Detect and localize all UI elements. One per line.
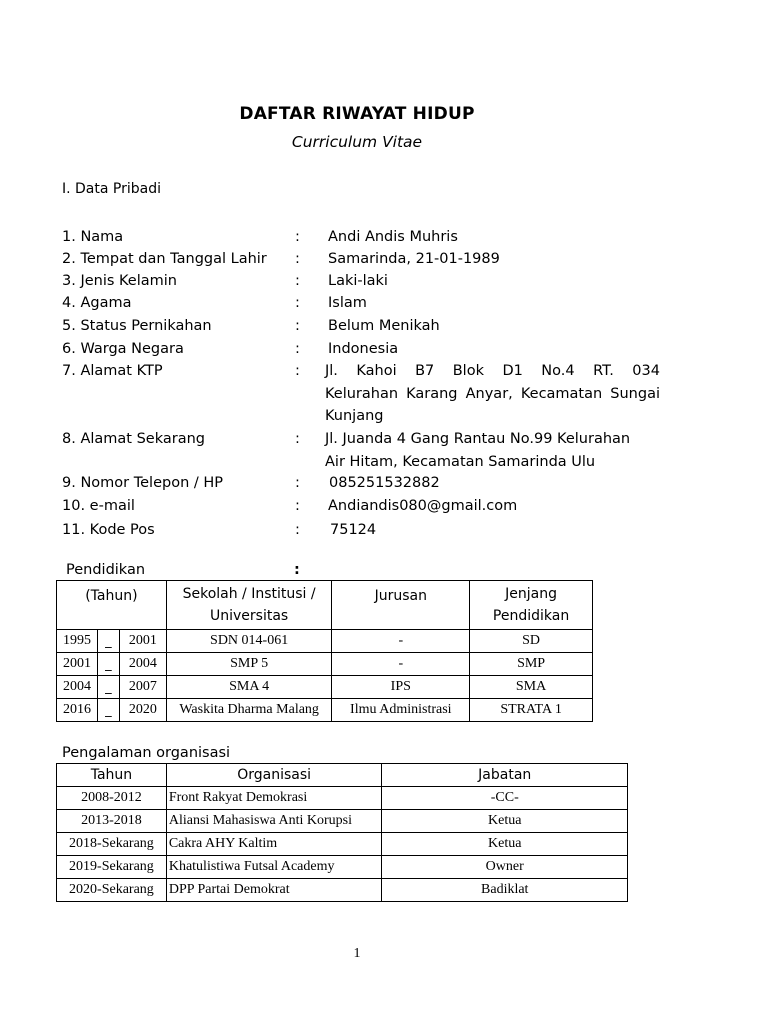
edu-year-separator: _	[97, 630, 119, 653]
org-year: 2013-2018	[57, 810, 167, 833]
current-address-line-1: Jl. Juanda 4 Gang Rantau No.99 Kelurahan	[325, 431, 631, 447]
edu-school: SMP 5	[166, 653, 332, 676]
field-value-email: Andiandis080@gmail.com	[328, 498, 518, 514]
org-name: Cakra AHY Kaltim	[166, 833, 382, 856]
field-colon: :	[295, 522, 300, 538]
ktp-address-line-2: Kelurahan Karang Anyar, Kecamatan Sungai	[325, 385, 660, 402]
edu-major: -	[332, 653, 470, 676]
field-label-email: 10. e-mail	[62, 498, 135, 514]
organization-header-year: Tahun	[57, 764, 167, 787]
organization-header-org: Organisasi	[166, 764, 382, 787]
field-label-birth: 2. Tempat dan Tanggal Lahir	[62, 251, 267, 267]
org-name: Aliansi Mahasiswa Anti Korupsi	[166, 810, 382, 833]
edu-year-from: 1995	[57, 630, 98, 653]
education-header-school	[166, 581, 332, 630]
personal-data-heading: I. Data Pribadi	[62, 181, 161, 197]
field-colon: :	[295, 341, 300, 357]
table-row	[57, 676, 593, 699]
field-colon: :	[295, 295, 300, 311]
field-value-ktp-address	[325, 360, 660, 428]
org-position: -CC-	[382, 787, 628, 810]
page-number: 1	[353, 946, 361, 961]
table-row	[57, 630, 593, 653]
edu-year-separator: _	[97, 699, 119, 722]
education-header-level	[470, 581, 593, 630]
field-value-religion: Islam	[328, 295, 367, 311]
edu-major: -	[332, 630, 470, 653]
org-year: 2020-Sekarang	[57, 879, 167, 902]
field-label-gender: 3. Jenis Kelamin	[62, 273, 177, 289]
org-name: Khatulistiwa Futsal Academy	[166, 856, 382, 879]
edu-year-from: 2004	[57, 676, 98, 699]
table-row	[57, 653, 593, 676]
education-heading-colon: :	[294, 562, 300, 578]
edu-school: SDN 014-061	[166, 630, 332, 653]
edu-year-to: 2020	[119, 699, 166, 722]
ktp-address-line-3: Kunjang	[325, 408, 384, 424]
education-table	[56, 580, 593, 722]
edu-level: SD	[470, 630, 593, 653]
field-colon: :	[295, 498, 300, 514]
edu-level: SMA	[470, 676, 593, 699]
education-header-school-line1: Sekolah / Institusi /	[182, 586, 316, 602]
org-position: Ketua	[382, 810, 628, 833]
field-colon: :	[295, 475, 300, 491]
table-row	[57, 879, 628, 902]
edu-major: IPS	[332, 676, 470, 699]
org-position: Badiklat	[382, 879, 628, 902]
education-heading: Pendidikan	[66, 562, 146, 578]
org-position: Owner	[382, 856, 628, 879]
table-row	[57, 699, 593, 722]
edu-year-to: 2001	[119, 630, 166, 653]
table-row	[57, 787, 628, 810]
org-year: 2019-Sekarang	[57, 856, 167, 879]
table-row	[57, 856, 628, 879]
field-colon: :	[295, 273, 300, 289]
org-name: Front Rakyat Demokrasi	[166, 787, 382, 810]
field-value-current-address	[325, 428, 645, 473]
field-label-current-address: 8. Alamat Sekarang	[62, 431, 205, 447]
edu-year-from: 2016	[57, 699, 98, 722]
organization-header-position: Jabatan	[382, 764, 628, 787]
edu-year-to: 2007	[119, 676, 166, 699]
org-name: DPP Partai Demokrat	[166, 879, 382, 902]
education-header-row	[57, 581, 593, 630]
field-label-name: 1. Nama	[62, 229, 124, 245]
current-address-line-2: Air Hitam, Kecamatan Samarinda Ulu	[325, 453, 596, 470]
edu-level: STRATA 1	[470, 699, 593, 722]
edu-year-to: 2004	[119, 653, 166, 676]
field-colon: :	[295, 251, 300, 267]
org-year: 2008-2012	[57, 787, 167, 810]
organization-table	[56, 763, 628, 902]
edu-year-separator: _	[97, 676, 119, 699]
edu-level: SMP	[470, 653, 593, 676]
education-header-year-text: (Tahun)	[85, 588, 138, 604]
education-header-school-line2: Universitas	[210, 608, 289, 624]
education-header-major-text: Jurusan	[374, 588, 427, 604]
field-colon: :	[295, 318, 300, 334]
field-value-phone: 085251532882	[329, 475, 440, 491]
field-label-marital: 5. Status Pernikahan	[62, 318, 212, 334]
organization-heading: Pengalaman organisasi	[62, 745, 231, 761]
document-title: DAFTAR RIWAYAT HIDUP	[239, 104, 475, 124]
org-year: 2018-Sekarang	[57, 833, 167, 856]
field-value-marital: Belum Menikah	[328, 318, 440, 334]
document-subtitle: Curriculum Vitae	[291, 133, 423, 151]
field-value-birth: Samarinda, 21-01-1989	[328, 251, 500, 267]
field-value-postal-code: 75124	[330, 522, 377, 538]
edu-major: Ilmu Administrasi	[332, 699, 470, 722]
edu-year-from: 2001	[57, 653, 98, 676]
education-header-level-line2: Pendidikan	[492, 608, 570, 624]
field-value-name: Andi Andis Muhris	[328, 229, 458, 245]
table-row	[57, 833, 628, 856]
field-value-gender: Laki-laki	[328, 273, 388, 289]
field-label-phone: 9. Nomor Telepon / HP	[62, 475, 224, 491]
field-colon: :	[295, 431, 300, 447]
field-label-citizenship: 6. Warga Negara	[62, 341, 184, 357]
education-header-major	[332, 581, 470, 630]
field-colon: :	[295, 229, 300, 245]
table-row	[57, 810, 628, 833]
education-header-year	[57, 581, 167, 630]
field-label-religion: 4. Agama	[62, 295, 132, 311]
edu-school: Waskita Dharma Malang	[166, 699, 332, 722]
field-value-citizenship: Indonesia	[328, 341, 399, 357]
field-label-ktp-address: 7. Alamat KTP	[62, 363, 163, 379]
field-label-postal-code: 11. Kode Pos	[62, 522, 155, 538]
edu-year-separator: _	[97, 653, 119, 676]
field-colon: :	[295, 363, 300, 379]
ktp-address-line-1: Jl. Kahoi B7 Blok D1 No.4 RT. 034	[325, 363, 660, 379]
education-header-level-line1: Jenjang	[505, 586, 557, 602]
edu-school: SMA 4	[166, 676, 332, 699]
org-position: Ketua	[382, 833, 628, 856]
organization-header-row	[57, 764, 628, 787]
